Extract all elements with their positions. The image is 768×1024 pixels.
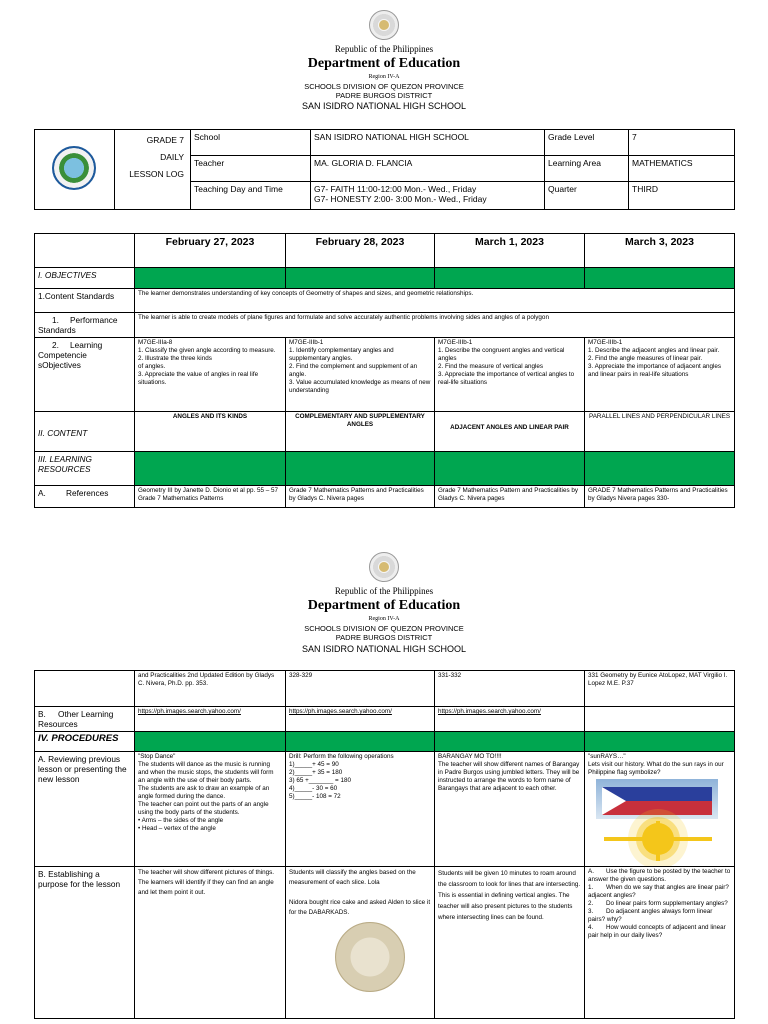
reference-cell: GRADE 7 Mathematics Patterns and Practicalities by Gladys Nivera pages 330- bbox=[585, 486, 735, 508]
time-value bbox=[311, 182, 545, 210]
references-label-text: References bbox=[66, 488, 109, 498]
school-text: SAN ISIDRO NATIONAL HIGH SCHOOL bbox=[301, 101, 467, 111]
content-standards-text: The learner demonstrates understanding of key concepts of Geometry of shapes and sizes, and geometric relationships. bbox=[135, 289, 735, 313]
purpose-text: Students will classify the angles based on the measurement of each slice. Lola Nidora bought rice cake and asked Alden to slice it for the DABARKADS. bbox=[289, 869, 431, 916]
dll-title-line: DAILY bbox=[160, 152, 184, 162]
purpose-list-item bbox=[588, 924, 731, 940]
resource-link[interactable]: https://ph.images.search.yahoo.com/ bbox=[435, 707, 585, 732]
green-band bbox=[135, 452, 286, 486]
corner-cell bbox=[35, 234, 135, 268]
area-value: MATHEMATICS bbox=[629, 156, 735, 182]
reference-cell: Grade 7 Mathematics Patterns and Practicalities by Gladys C. Nivera pages bbox=[286, 486, 435, 508]
references-num: A. bbox=[38, 488, 46, 498]
empty-cell bbox=[585, 707, 735, 732]
competencies-num: 2. bbox=[52, 340, 59, 350]
republic-text: Republic of the Philippines bbox=[334, 44, 434, 54]
other-resources-label bbox=[35, 707, 135, 732]
reference-cont-cell: 331-332 bbox=[435, 671, 585, 707]
date-header: February 28, 2023 bbox=[286, 234, 435, 268]
competency-cell: M7GE-IIIb-1 1. Describe the congruent angles and vertical angles 2. Find the measure of vertical angles 3. Appreciate the importance of vertical angles to real-life situations bbox=[435, 338, 585, 412]
references-label bbox=[35, 486, 135, 508]
flag-triangle bbox=[602, 787, 626, 815]
quarter-value: THIRD bbox=[629, 182, 735, 210]
dll-title-line: GRADE 7 bbox=[146, 135, 184, 145]
department-title: Department of Education bbox=[307, 56, 461, 71]
date-header: March 3, 2023 bbox=[585, 234, 735, 268]
dll-table-page2 bbox=[34, 670, 735, 1019]
review-cell-flag bbox=[585, 752, 735, 867]
list-marker: 3. bbox=[588, 908, 594, 915]
school-logo-cell bbox=[35, 130, 115, 210]
objectives-label: I. OBJECTIVES bbox=[35, 268, 135, 289]
review-text: "sunRAYS…" Lets visit our history. What do the sun rays in our Philippine flag symbolize? bbox=[588, 753, 724, 776]
time-label: Teaching Day and Time bbox=[191, 182, 311, 210]
content-label: II. CONTENT bbox=[35, 412, 135, 452]
green-band bbox=[135, 732, 286, 752]
list-marker: 1. bbox=[588, 884, 594, 891]
other-label-text: Other Learning Resources bbox=[38, 709, 114, 729]
division-text: SCHOOLS DIVISION OF QUEZON PROVINCE bbox=[304, 82, 464, 91]
dll-title-line: LESSON LOG bbox=[129, 169, 184, 179]
area-label: Learning Area bbox=[545, 156, 629, 182]
green-band bbox=[435, 732, 585, 752]
green-band bbox=[135, 268, 286, 289]
content-standards-label: 1.Content Standards bbox=[35, 289, 135, 313]
competency-cell: M7GE-IIIb-1 1. Describe the adjacent angles and linear pair. 2. Find the angle measures of linear pair. 3. Appreciate the importance of adjacent angles and linear pairs in real-life situations bbox=[585, 338, 735, 412]
sun-icon bbox=[642, 823, 674, 855]
list-text: Do adjacent angles always form linear pairs? why? bbox=[588, 908, 713, 923]
resources-label: III. LEARNING RESOURCES bbox=[35, 452, 135, 486]
reference-cont-cell: and Practicalities 2nd Updated Edition by Gladys C. Nivera, Ph.D. pp. 353. bbox=[135, 671, 286, 707]
purpose-label: B. Establishing a purpose for the lesson bbox=[35, 867, 135, 1019]
review-label: A. Reviewing previous lesson or presenting the new lesson bbox=[35, 752, 135, 867]
competencies-label bbox=[35, 338, 135, 412]
department-title: Department of Education bbox=[307, 598, 461, 613]
purpose-list-item bbox=[588, 868, 731, 884]
content-cell: COMPLEMENTARY AND SUPPLEMENTARY ANGLES bbox=[286, 412, 435, 452]
school-logo bbox=[52, 146, 96, 190]
school-label: School bbox=[191, 130, 311, 156]
list-marker: A. bbox=[588, 868, 594, 875]
performance-label bbox=[35, 313, 135, 338]
content-cell: PARALLEL LINES AND PERPENDICULAR LINES bbox=[585, 412, 735, 452]
grade-value: 7 bbox=[629, 130, 735, 156]
review-cell: Drill: Perform the following operations 1)_____+ 45 = 90 2)_____+ 35 = 180 3) 65 +_______ = 180 4)_____- 30 = 60 5)_____- 108 = 72 bbox=[286, 752, 435, 867]
competency-cell: M7GE-IIIb-1 1. Identify complementary angles and supplementary angles. 2. Find the complement and supplement of an angle. 3. Value accumulated knowledge as means of new understanding bbox=[286, 338, 435, 412]
reference-cell: Geometry III by Janette D. Dionio et al pp. 55 – 57 Grade 7 Mathematics Patterns bbox=[135, 486, 286, 508]
competency-cell: M7GE-IIIa-8 1. Classify the given angle according to measure. 2. Illustrate the three kinds of angles. 3. Appreciate the value of angles in real life situations. bbox=[135, 338, 286, 412]
resource-link[interactable]: https://ph.images.search.yahoo.com/ bbox=[135, 707, 286, 732]
empty-cell bbox=[35, 671, 135, 707]
date-header: February 27, 2023 bbox=[135, 234, 286, 268]
procedures-label: IV. PROCEDURES bbox=[35, 732, 135, 752]
quarter-label: Quarter bbox=[545, 182, 629, 210]
region-text: Region IV-A bbox=[368, 74, 400, 80]
green-band bbox=[286, 452, 435, 486]
green-band bbox=[286, 732, 435, 752]
teacher-label: Teacher bbox=[191, 156, 311, 182]
purpose-list-item bbox=[588, 900, 731, 908]
school-value: SAN ISIDRO NATIONAL HIGH SCHOOL bbox=[311, 130, 545, 156]
performance-text: The learner is able to create models of plane figures and formulate and solve accurately authentic problems involving sides and angles of a polygon bbox=[135, 313, 735, 338]
rice-cake-image bbox=[335, 922, 405, 992]
list-marker: 2. bbox=[588, 900, 594, 907]
list-text: Do linear pairs form supplementary angles? bbox=[606, 900, 728, 907]
teacher-value: MA. GLORIA D. FLANCIA bbox=[311, 156, 545, 182]
purpose-list-item bbox=[588, 884, 731, 900]
list-text: When do we say that angles are linear pair? adjacent angles? bbox=[588, 884, 729, 899]
grade-label: Grade Level bbox=[545, 130, 629, 156]
list-text: Use the figure to be posted by the teacher to answer the given questions. bbox=[588, 868, 731, 883]
content-cell: ADJACENT ANGLES AND LINEAR PAIR bbox=[435, 412, 585, 452]
dll-table-page1 bbox=[34, 233, 735, 508]
reference-cell: Grade 7 Mathematics Pattern and Practicalities by Gladys C. Nivera pages bbox=[435, 486, 585, 508]
competencies-label-text: Learning Competencie sObjectives bbox=[38, 340, 103, 370]
green-band bbox=[435, 452, 585, 486]
time-value-line: G7- HONESTY 2:00- 3:00 Mon.- Wed., Friday bbox=[314, 194, 487, 204]
deped-seal bbox=[369, 552, 399, 582]
time-value-line: G7- FAITH 11:00-12:00 Mon.- Wed., Friday bbox=[314, 184, 477, 194]
district-text: PADRE BURGOS DISTRICT bbox=[335, 633, 433, 642]
list-marker: 4. bbox=[588, 924, 594, 931]
lesson-info-table bbox=[34, 129, 735, 210]
school-text: SAN ISIDRO NATIONAL HIGH SCHOOL bbox=[301, 644, 467, 654]
performance-label-text: Performance Standards bbox=[38, 315, 118, 335]
philippine-flag-image bbox=[596, 779, 718, 865]
date-header: March 1, 2023 bbox=[435, 234, 585, 268]
green-band bbox=[585, 452, 735, 486]
deped-seal bbox=[369, 10, 399, 40]
reference-cont-cell: 328-329 bbox=[286, 671, 435, 707]
review-cell: "Stop Dance" The students will dance as the music is running and when the music stops, the students will form an angle with the use of their body parts. The students are ask to draw an example of an angle formed during the dance. The teacher can point out the parts of an angle using the body parts of the students. • Arms – the sides of the angle • Head – vertex of the angle bbox=[135, 752, 286, 867]
purpose-cell: Students will be given 10 minutes to roam around the classroom to look for lines that are intersecting. This is essential in defining vertical angles. The teacher will also present pictures to the students where intersecting lines can be found. bbox=[435, 867, 585, 1019]
purpose-list-item bbox=[588, 908, 731, 924]
review-cell: BARANGAY MO TO!!!! The teacher will show different names of Barangay in Padre Burgos using jumbled letters. They will be instructed to arrange the words to form name of Barangays that are adjacent to each other. bbox=[435, 752, 585, 867]
district-text: PADRE BURGOS DISTRICT bbox=[335, 91, 433, 100]
republic-text: Republic of the Philippines bbox=[334, 586, 434, 596]
performance-num: 1. bbox=[52, 315, 59, 325]
reference-cont-cell: 331 Geometry by Eunice AtoLopez, MAT Virgilio I. Lopez M.E. P.37 bbox=[585, 671, 735, 707]
purpose-cell-ricecake bbox=[286, 867, 435, 1019]
green-band bbox=[585, 732, 735, 752]
dll-title bbox=[115, 130, 191, 210]
purpose-list-cell bbox=[585, 867, 735, 1019]
division-text: SCHOOLS DIVISION OF QUEZON PROVINCE bbox=[304, 624, 464, 633]
green-band bbox=[585, 268, 735, 289]
green-band bbox=[286, 268, 435, 289]
list-text: How would concepts of adjacent and linear pair help in our daily lives? bbox=[588, 924, 726, 939]
green-band bbox=[435, 268, 585, 289]
resource-link[interactable]: https://ph.images.search.yahoo.com/ bbox=[286, 707, 435, 732]
purpose-cell: The teacher will show different pictures of things. The learners will identify if they can find an angle and let them point it out. bbox=[135, 867, 286, 1019]
region-text: Region IV-A bbox=[368, 616, 400, 622]
content-cell: ANGLES AND ITS KINDS bbox=[135, 412, 286, 452]
other-num: B. bbox=[38, 709, 46, 719]
